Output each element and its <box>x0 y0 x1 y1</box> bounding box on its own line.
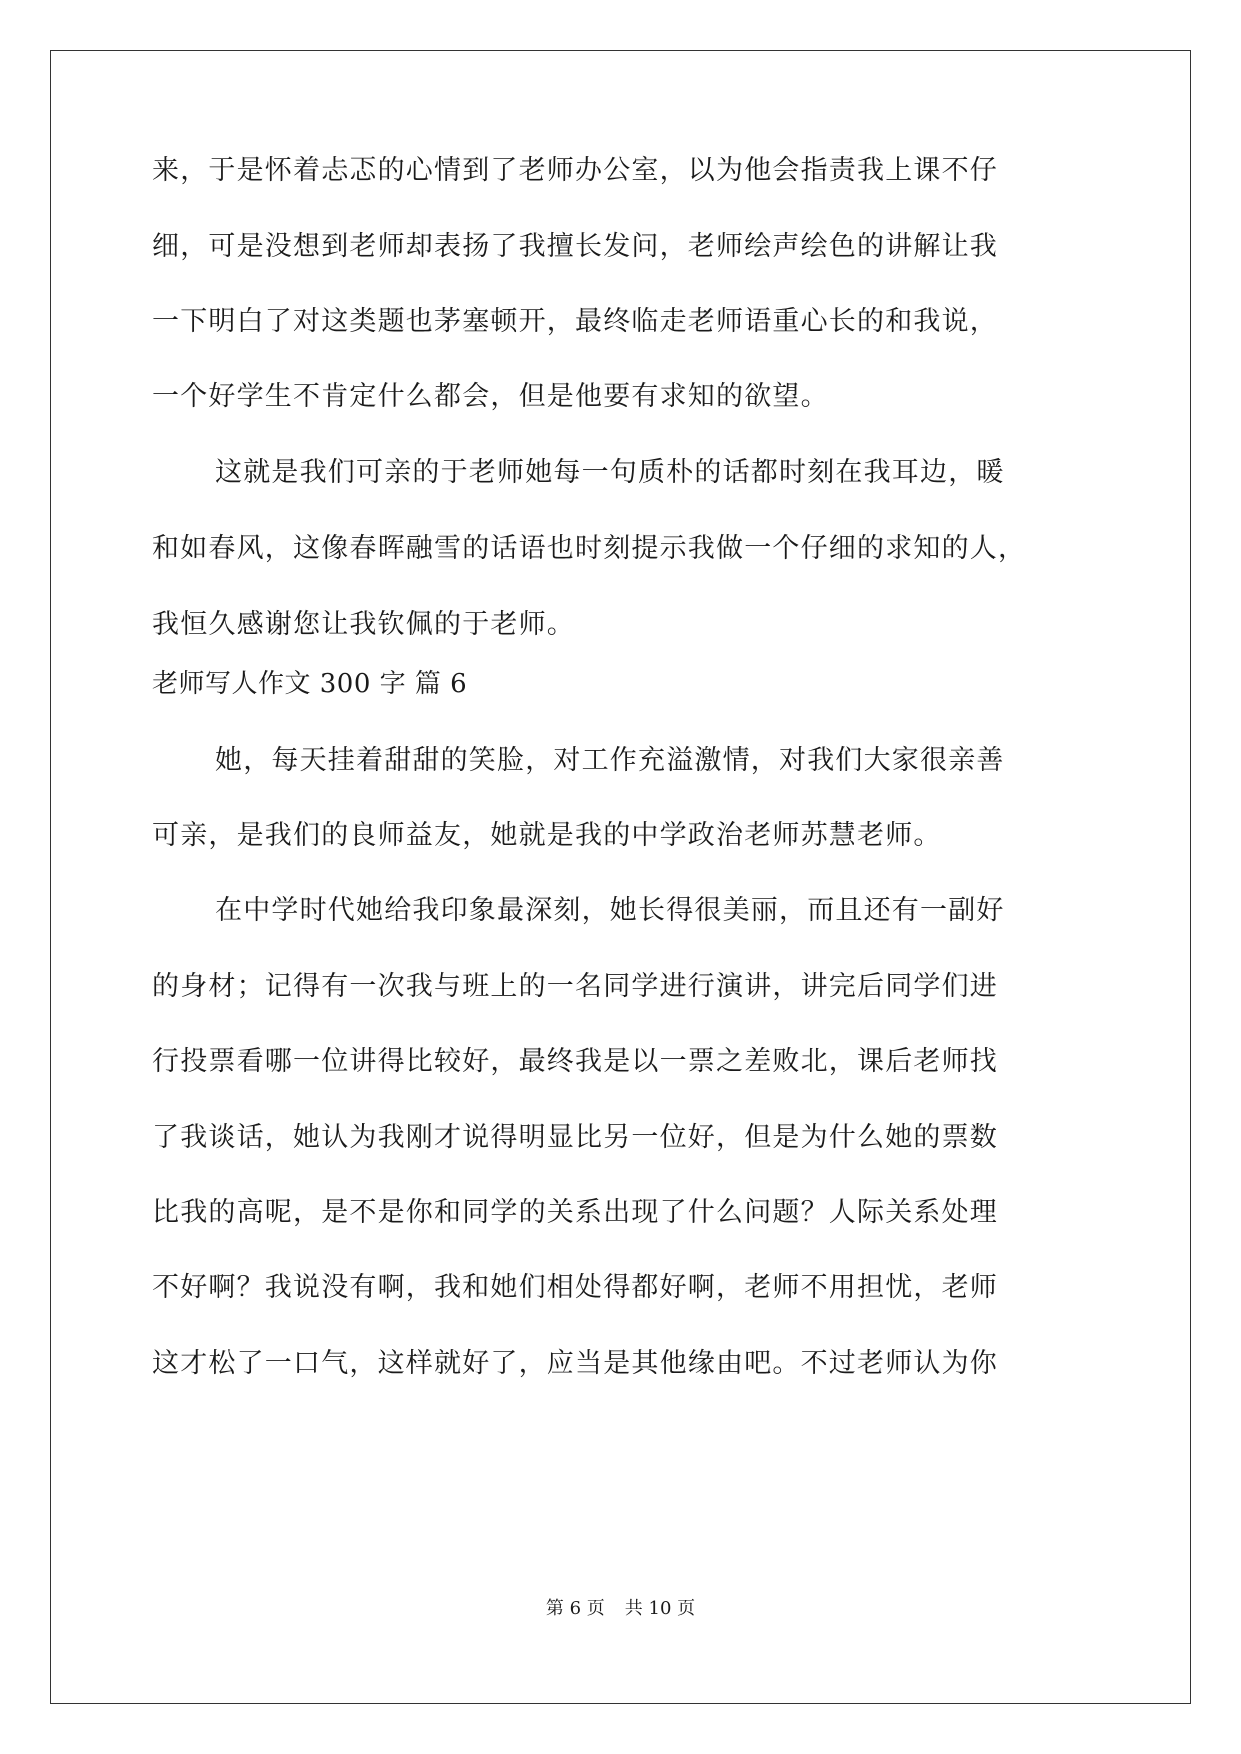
page-number: 第 6 页 <box>545 1598 605 1619</box>
body-line: 和如春风，这像春晖融雪的话语也时刻提示我做一个仔细的求知的人， <box>152 533 1027 564</box>
body-line: 细，可是没想到老师却表扬了我擅长发问，老师绘声绘色的讲解让我 <box>152 231 998 262</box>
paragraph-first-line: 她，每天挂着甜甜的笑脸，对工作充溢激情，对我们大家很亲善 <box>215 745 1005 776</box>
section-heading: 老师写人作文 300 字 篇 6 <box>152 669 468 699</box>
body-line: 比我的高呢，是不是你和同学的关系出现了什么问题？人际关系处理 <box>152 1197 998 1228</box>
body-line: 不好啊？我说没有啊，我和她们相处得都好啊，老师不用担忧，老师 <box>152 1272 998 1303</box>
body-line: 来，于是怀着忐忑的心情到了老师办公室，以为他会指责我上课不仔 <box>152 155 998 186</box>
body-line: 可亲，是我们的良师益友，她就是我的中学政治老师苏慧老师。 <box>152 820 942 851</box>
paragraph-first-line: 在中学时代她给我印象最深刻，她长得很美丽，而且还有一副好 <box>215 895 1005 926</box>
page-total: 共 10 页 <box>624 1598 696 1619</box>
body-line: 我恒久感谢您让我钦佩的于老师。 <box>152 609 575 640</box>
body-line: 一个好学生不肯定什么都会，但是他要有求知的欲望。 <box>152 381 829 412</box>
body-line: 了我谈话，她认为我刚才说得明显比另一位好，但是为什么她的票数 <box>152 1122 998 1153</box>
page-border <box>50 50 1191 1704</box>
body-line: 一下明白了对这类题也茅塞顿开，最终临走老师语重心长的和我说， <box>152 306 998 337</box>
body-line: 这才松了一口气，这样就好了，应当是其他缘由吧。不过老师认为你 <box>152 1348 998 1379</box>
body-line: 行投票看哪一位讲得比较好，最终我是以一票之差败北，课后老师找 <box>152 1046 998 1077</box>
page-footer <box>0 1598 1241 1620</box>
paragraph-first-line: 这就是我们可亲的于老师她每一句质朴的话都时刻在我耳边，暖 <box>215 457 1005 488</box>
body-line: 的身材；记得有一次我与班上的一名同学进行演讲，讲完后同学们进 <box>152 971 998 1002</box>
